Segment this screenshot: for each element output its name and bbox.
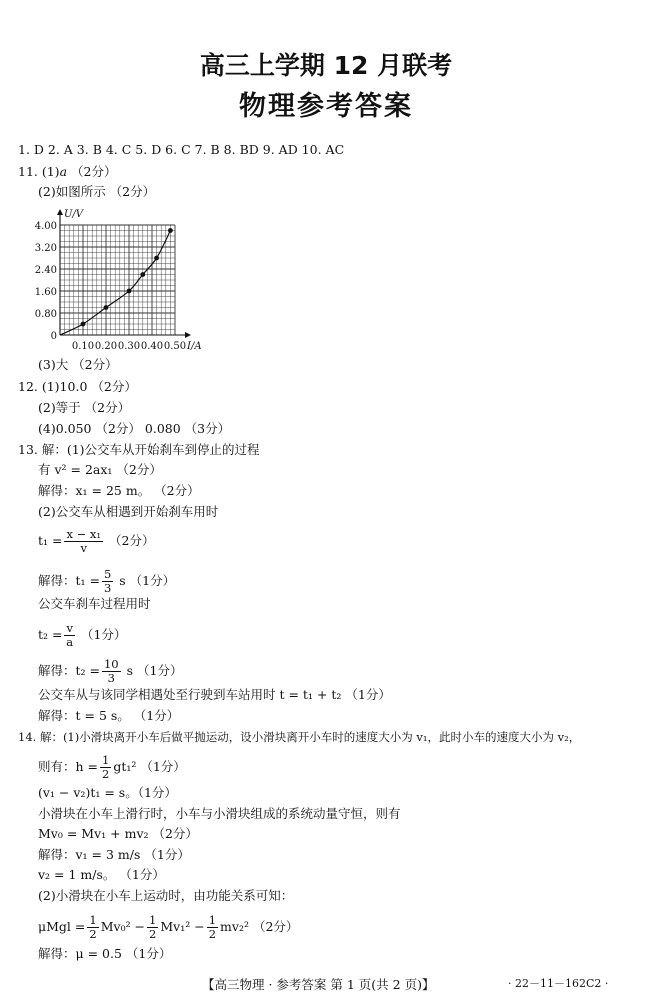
x-tick-label: 0.20: [94, 341, 118, 352]
q14-line3: (v₁ − v₂)t₁ = s。（1分）: [38, 785, 177, 800]
q14-energy-den-3: 2: [208, 927, 217, 941]
q13-line2: [38, 462, 162, 478]
q11-p1-pre: 11. (1): [18, 164, 60, 179]
q14-energy-frac-3: [207, 914, 218, 941]
data-point: [127, 289, 132, 294]
y-axis-label: U/V: [64, 209, 84, 220]
q13-t2-den: a: [66, 635, 74, 649]
q13-t1-score: （2分）: [109, 533, 155, 548]
data-point: [168, 228, 173, 233]
y-tick-label: 4.00: [34, 221, 57, 232]
y-tick-label: 1.60: [34, 287, 57, 298]
q13-t2-result-unit: s （1分）: [126, 663, 183, 678]
q14-line9: [38, 914, 298, 941]
q14-energy-term-3: mv₂² （2分）: [220, 919, 299, 934]
page-subtitle: 物理参考答案: [239, 91, 413, 122]
q13-t2-result-num: 10: [103, 657, 119, 671]
q13-t1-den: v: [80, 541, 87, 555]
q14-line1: 14. 解：(1)小滑块离开小车后做平抛运动，设小滑块离开小车时的速度大小为 v₁，此时小车的速度大小为 v₂，: [18, 730, 581, 744]
q14-energy-frac-1: [87, 914, 98, 941]
x-tick-label: 0.40: [140, 341, 164, 352]
graph-points: [60, 228, 173, 335]
q14-energy-den-2: 2: [149, 927, 157, 941]
q13-t1-result-num: 5: [103, 567, 112, 581]
page-title: 高三上学期 12 月联考: [199, 51, 453, 80]
data-point: [140, 272, 145, 277]
q12-line3: (4)0.050 （2分） 0.080 （3分）: [38, 421, 231, 436]
y-tick-label: 0: [50, 331, 57, 342]
y-tick-label: 3.20: [34, 243, 57, 254]
q13-line3: 解得：x₁ = 25 m。 （2分）: [38, 483, 200, 498]
data-point: [104, 305, 109, 310]
q13-line4: (2)公交车从相遇到开始刹车用时: [38, 504, 219, 519]
x-tick-label: 0.30: [117, 341, 141, 352]
q14-line2: [38, 754, 186, 781]
q14-energy-term-1: Mv₀² −: [100, 919, 146, 934]
q13-t1-result-den: 3: [103, 581, 112, 595]
q14-energy-den-1: 2: [89, 927, 97, 941]
q14-line7: v₂ = 1 m/s。 （1分）: [38, 867, 165, 882]
q13-eq1: 有 v² = 2ax₁: [38, 462, 113, 477]
q13-line8: [38, 622, 126, 649]
q14-energy-num-1: 1: [89, 913, 97, 927]
q11-p1-var: a: [59, 164, 68, 179]
q14-line4: 小滑块在小车上滑行时，小车与小滑块组成的系统动量守恒，则有: [38, 806, 401, 821]
q13-line6: [38, 568, 175, 595]
data-point: [81, 322, 86, 327]
q13-t1-num: x − x₁: [66, 527, 102, 541]
q14-energy-num-2: 1: [149, 913, 157, 927]
x-axis-arrow: [185, 332, 191, 338]
q14-line5: Mv₀ = Mv₁ + mv₂ （2分）: [38, 826, 198, 841]
q13-t2-score: （1分）: [80, 627, 127, 642]
q14-h-num: 1: [102, 753, 110, 767]
q14-line8: (2)小滑块在小车上运动时，由功能关系可知：: [38, 888, 294, 903]
y-tick-label: 2.40: [34, 265, 57, 276]
q14-energy-num-3: 1: [208, 913, 217, 927]
q13-t1-result-unit: s （1分）: [119, 573, 176, 588]
q11-part3: (3)大 （2分）: [38, 357, 118, 372]
q11-part1: [18, 164, 116, 180]
q14-h-den: 2: [102, 767, 110, 781]
q13-line1: 13. 解：(1)公交车从开始刹车到停止的过程: [18, 442, 260, 457]
q14-line10: 解得：μ = 0.5 （1分）: [38, 946, 172, 961]
data-point: [154, 256, 159, 261]
q12-line2: (2)等于 （2分）: [38, 400, 131, 415]
q11-part2: (2)如图所示 （2分）: [38, 184, 156, 199]
q13-line7: 公交车刹车过程用时: [38, 596, 151, 611]
x-tick-label: 0.10: [71, 341, 95, 352]
q13-line10: 公交车从与该同学相遇处至行驶到车站用时 t = t₁ + t₂ （1分）: [38, 687, 391, 702]
q14-h-fraction: [100, 754, 111, 781]
x-axis-label: I/A: [187, 341, 202, 352]
q14-energy-term-2: Mv₁² −: [160, 919, 205, 934]
q14-h-rhs: gt₁² （1分）: [113, 759, 186, 774]
q13-t2-fraction: [64, 622, 75, 649]
q13-eq1-score: （2分）: [116, 462, 162, 477]
footer-code: · 22－11－162C2 ·: [508, 977, 609, 990]
q13-t1-lhs: t₁ =: [38, 533, 63, 548]
q12-line1: 12. (1)10.0 （2分）: [18, 379, 137, 394]
q13-t1-result-lhs: 解得：t₁ =: [38, 573, 100, 588]
q14-energy-lhs: μMgl =: [38, 919, 86, 934]
footer-page-info: 【高三物理 · 参考答案 第 1 页(共 2 页)】: [202, 977, 435, 992]
q13-t1-result-fraction: [102, 568, 113, 595]
q13-t2-result-lhs: 解得：t₂ =: [38, 663, 100, 678]
q13-t2-num: v: [66, 621, 73, 635]
graph-grid: [60, 225, 175, 335]
q13-t1-fraction: [64, 528, 103, 555]
q13-t2-lhs: t₂ =: [38, 627, 63, 642]
mc-answers: 1. D 2. A 3. B 4. C 5. D 6. C 7. B 8. BD 9. AD 10. AC: [18, 142, 345, 157]
y-axis-arrow: [57, 209, 63, 215]
q14-h-lhs: 则有：h =: [38, 759, 98, 774]
q13-line9: [38, 658, 182, 685]
x-tick-label: 0.50: [163, 341, 187, 352]
q11-p1-score: （2分）: [71, 164, 117, 179]
q13-t2-result-fraction: [102, 658, 121, 685]
q14-line6: 解得：v₁ = 3 m/s （1分）: [38, 847, 190, 862]
q14-energy-frac-2: [147, 914, 158, 941]
q13-t2-result-den: 3: [107, 671, 115, 685]
ui-graph: [18, 204, 218, 356]
y-tick-label: 0.80: [34, 309, 57, 320]
q13-line11: 解得：t = 5 s。 （1分）: [38, 708, 180, 723]
q13-line5: [38, 528, 154, 555]
